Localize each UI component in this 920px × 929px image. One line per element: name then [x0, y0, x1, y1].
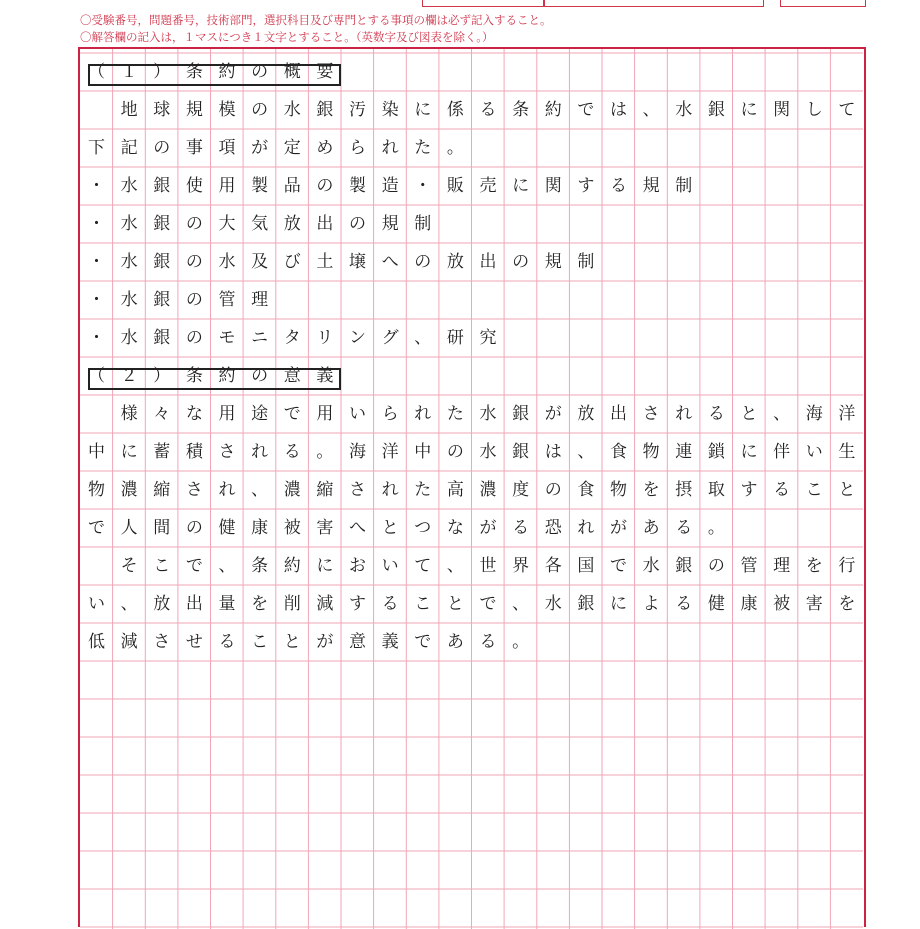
answer-char: 義 — [381, 632, 399, 652]
answer-char: 被 — [773, 594, 791, 614]
header-box-1 — [422, 0, 544, 7]
answer-char: 造 — [381, 176, 399, 196]
answer-char: 々 — [153, 404, 171, 424]
answer-char: 制 — [675, 176, 693, 196]
answer-char: 海 — [805, 404, 823, 424]
answer-char: 染 — [381, 100, 399, 120]
answer-char: こ — [414, 594, 432, 614]
answer-char: ら — [381, 404, 399, 424]
answer-char: 。 — [707, 518, 725, 538]
answer-char: お — [349, 556, 366, 576]
answer-char: 物 — [88, 480, 105, 500]
answer-char: 銀 — [153, 214, 171, 234]
answer-char: の — [349, 214, 366, 234]
header-box-2 — [544, 0, 764, 7]
answer-char: 究 — [479, 328, 497, 348]
answer-char: 制 — [414, 214, 432, 234]
answer-char: 銀 — [153, 328, 171, 348]
answer-sheet — [78, 47, 866, 927]
answer-char: れ — [381, 138, 399, 158]
answer-char: 害 — [805, 594, 823, 614]
answer-char: 、 — [414, 328, 432, 348]
answer-char: の — [544, 480, 562, 500]
answer-char: 定 — [283, 138, 301, 158]
answer-char: あ — [446, 632, 464, 652]
answer-char: 規 — [381, 214, 399, 234]
answer-char: 水 — [544, 594, 562, 614]
answer-char: を — [838, 594, 856, 614]
answer-char: 模 — [218, 100, 236, 120]
answer-char: 販 — [446, 176, 464, 196]
answer-char: い — [88, 594, 105, 614]
answer-char: 規 — [544, 252, 562, 272]
answer-char: 約 — [544, 100, 562, 120]
answer-char: る — [218, 632, 236, 652]
answer-char: に — [414, 100, 432, 120]
answer-char: の — [512, 252, 530, 272]
answer-char: る — [675, 594, 693, 614]
answer-char: 約 — [218, 62, 236, 82]
answer-char: の — [185, 328, 203, 348]
answer-char: る — [479, 632, 497, 652]
answer-char: の — [185, 518, 203, 538]
answer-char: 水 — [120, 252, 138, 272]
answer-char: 用 — [218, 176, 236, 196]
answer-char: 減 — [120, 632, 138, 652]
answer-char: 管 — [740, 556, 758, 576]
answer-char: い — [349, 404, 366, 424]
answer-char: ・ — [414, 176, 432, 196]
answer-char: で — [185, 556, 203, 576]
answer-char: そ — [120, 556, 138, 576]
answer-char: に — [740, 442, 758, 462]
answer-char: 低 — [88, 632, 105, 652]
answer-char: 水 — [642, 556, 660, 576]
answer-char: で — [610, 556, 627, 576]
answer-char: が — [610, 518, 627, 538]
answer-char: タ — [283, 328, 301, 348]
answer-char: れ — [381, 480, 399, 500]
answer-char: 約 — [218, 366, 236, 386]
answer-char: 康 — [251, 518, 269, 538]
answer-char: ら — [349, 138, 366, 158]
answer-char: い — [381, 556, 399, 576]
answer-char: を — [251, 594, 269, 614]
answer-char: 管 — [218, 290, 236, 310]
answer-char: こ — [805, 480, 823, 500]
answer-char: 、 — [577, 442, 595, 462]
answer-char: さ — [349, 480, 366, 500]
answer-char: ・ — [88, 214, 105, 234]
answer-char: 放 — [446, 252, 464, 272]
answer-char: 用 — [316, 404, 334, 424]
answer-char: ２ — [120, 366, 138, 386]
answer-char: 、 — [120, 594, 138, 614]
answer-char: は — [544, 442, 562, 462]
answer-char: 途 — [251, 404, 269, 424]
answer-char: 恐 — [544, 518, 562, 538]
answer-char: 中 — [88, 442, 105, 462]
answer-char: が — [544, 404, 562, 424]
answer-char: 削 — [283, 594, 301, 614]
answer-char: 水 — [283, 100, 301, 120]
answer-char: の — [251, 100, 269, 120]
header-box-3 — [780, 0, 866, 7]
answer-char: モ — [218, 328, 236, 348]
answer-char: ン — [349, 328, 366, 348]
answer-char: 中 — [414, 442, 432, 462]
answer-char: 気 — [251, 214, 269, 234]
answer-char: 蓄 — [153, 442, 171, 462]
answer-char: の — [251, 62, 269, 82]
answer-char: 積 — [185, 442, 203, 462]
answer-char: 伴 — [773, 442, 791, 462]
answer-char: （ — [88, 366, 105, 386]
answer-char: で — [88, 518, 105, 538]
answer-char: 意 — [283, 366, 301, 386]
answer-char: 世 — [479, 556, 497, 576]
answer-char: を — [805, 556, 823, 576]
answer-char: 、 — [251, 480, 269, 500]
answer-char: 理 — [251, 290, 269, 310]
answer-char: 品 — [283, 176, 301, 196]
answer-char: と — [838, 480, 856, 500]
answer-char: の — [316, 176, 334, 196]
answer-char: 害 — [316, 518, 334, 538]
section-heading-box — [88, 64, 341, 86]
answer-char: 洋 — [381, 442, 399, 462]
answer-char: 地 — [120, 100, 138, 120]
answer-char: で — [479, 594, 497, 614]
answer-char: さ — [218, 442, 236, 462]
answer-char: で — [283, 404, 301, 424]
answer-char: る — [512, 518, 530, 538]
answer-char: に — [512, 176, 530, 196]
answer-char: は — [610, 100, 627, 120]
answer-char: 銀 — [577, 594, 595, 614]
answer-char: 、 — [446, 556, 464, 576]
answer-char: る — [381, 594, 399, 614]
answer-char: 水 — [120, 176, 138, 196]
answer-char: ・ — [88, 176, 105, 196]
answer-char: 研 — [446, 328, 464, 348]
answer-char: 意 — [349, 632, 366, 652]
answer-char: 出 — [185, 594, 203, 614]
answer-char: 間 — [153, 518, 171, 538]
answer-char: 。 — [446, 138, 464, 158]
answer-char: 水 — [479, 442, 497, 462]
answer-char: の — [707, 556, 725, 576]
header-boxes — [0, 0, 920, 10]
answer-char: 関 — [773, 100, 791, 120]
answer-char: ・ — [88, 290, 105, 310]
answer-char: が — [316, 632, 334, 652]
answer-char: 概 — [283, 62, 301, 82]
answer-char: 康 — [740, 594, 758, 614]
answer-char: 要 — [316, 62, 334, 82]
answer-char: 摂 — [675, 480, 693, 500]
answer-char: 濃 — [283, 480, 301, 500]
answer-char: す — [740, 480, 758, 500]
answer-char: 縮 — [153, 480, 171, 500]
answer-char: 事 — [185, 138, 203, 158]
answer-char: 様 — [120, 404, 138, 424]
answer-char: 理 — [773, 556, 791, 576]
answer-char: 水 — [120, 290, 138, 310]
answer-char: 大 — [218, 214, 236, 234]
answer-char: と — [740, 404, 758, 424]
answer-char: さ — [153, 632, 171, 652]
answer-char: 条 — [185, 366, 203, 386]
answer-char: 濃 — [479, 480, 497, 500]
answer-char: こ — [153, 556, 171, 576]
answer-char: 鎖 — [707, 442, 725, 462]
answer-char: を — [642, 480, 660, 500]
answer-char: 各 — [544, 556, 562, 576]
answer-char: 、 — [512, 594, 530, 614]
answer-char: 放 — [153, 594, 171, 614]
answer-char: 銀 — [675, 556, 693, 576]
answer-char: 汚 — [349, 100, 366, 120]
section-heading-box — [88, 368, 341, 390]
instructions — [80, 12, 860, 46]
answer-char: （ — [88, 62, 105, 82]
answer-char: に — [120, 442, 138, 462]
answer-char: る — [283, 442, 301, 462]
answer-char: に — [740, 100, 758, 120]
answer-char: 高 — [446, 480, 464, 500]
answer-char: 出 — [479, 252, 497, 272]
answer-char: た — [414, 138, 432, 158]
answer-char: 条 — [512, 100, 530, 120]
answer-char: 人 — [120, 518, 138, 538]
instruction-line-2: 〇解答欄の記入は，１マスにつき１文字とすること。（英数字及び図表を除く。） — [80, 30, 494, 44]
answer-char: れ — [675, 404, 693, 424]
answer-char: す — [577, 176, 595, 196]
answer-char: 製 — [349, 176, 366, 196]
answer-char: 物 — [642, 442, 660, 462]
answer-char: 濃 — [120, 480, 138, 500]
answer-char: と — [446, 594, 464, 614]
answer-char: 使 — [185, 176, 203, 196]
answer-char: の — [251, 366, 269, 386]
answer-char: 水 — [120, 328, 138, 348]
answer-char: の — [185, 214, 203, 234]
answer-char: せ — [185, 632, 203, 652]
answer-char: に — [316, 556, 334, 576]
answer-char: 連 — [675, 442, 693, 462]
answer-char: と — [283, 632, 301, 652]
answer-char: ・ — [88, 328, 105, 348]
answer-char: １ — [120, 62, 138, 82]
answer-char: 球 — [153, 100, 171, 120]
answer-char: 条 — [185, 62, 203, 82]
answer-char: 界 — [512, 556, 530, 576]
answer-char: 水 — [479, 404, 497, 424]
answer-char: 、 — [642, 100, 660, 120]
answer-char: な — [446, 518, 464, 538]
answer-char: 物 — [610, 480, 627, 500]
answer-char: 海 — [349, 442, 366, 462]
answer-char: 関 — [544, 176, 562, 196]
answer-char: ） — [153, 62, 171, 82]
answer-char: れ — [251, 442, 269, 462]
answer-char: 記 — [120, 138, 138, 158]
answer-char: 土 — [316, 252, 334, 272]
answer-char: 。 — [512, 632, 530, 652]
answer-char: 放 — [283, 214, 301, 234]
answer-char: 水 — [120, 214, 138, 234]
answer-char: る — [610, 176, 627, 196]
answer-char: し — [805, 100, 823, 120]
answer-char: で — [577, 100, 595, 120]
answer-char: 義 — [316, 366, 334, 386]
answer-char: へ — [349, 518, 366, 538]
answer-char: 銀 — [153, 176, 171, 196]
answer-char: の — [185, 252, 203, 272]
answer-char: よ — [642, 594, 660, 614]
answer-char: 銀 — [512, 442, 530, 462]
answer-char: 用 — [218, 404, 236, 424]
answer-char: な — [185, 404, 203, 424]
answer-char: 制 — [577, 252, 595, 272]
answer-char: 度 — [512, 480, 530, 500]
answer-char: て — [838, 100, 856, 120]
answer-char: 規 — [185, 100, 203, 120]
answer-char: 健 — [218, 518, 236, 538]
answer-char: 及 — [251, 252, 269, 272]
answer-char: 被 — [283, 518, 301, 538]
answer-char: 出 — [610, 404, 627, 424]
answer-char: 洋 — [838, 404, 856, 424]
answer-char: 水 — [675, 100, 693, 120]
answer-char: 出 — [316, 214, 334, 234]
answer-char: 条 — [251, 556, 269, 576]
instruction-line-1: 〇受験番号，問題番号，技術部門，選択科目及び専門とする事項の欄は必ず記入すること。 — [80, 13, 552, 27]
answer-char: び — [283, 252, 301, 272]
answer-char: れ — [577, 518, 595, 538]
answer-char: れ — [414, 404, 432, 424]
answer-char: る — [479, 100, 497, 120]
answer-char: 売 — [479, 176, 497, 196]
answer-char: 規 — [642, 176, 660, 196]
answer-char: 銀 — [153, 252, 171, 272]
answer-char: 、 — [218, 556, 236, 576]
answer-char: 約 — [283, 556, 301, 576]
answer-char: の — [185, 290, 203, 310]
answer-char: 行 — [838, 556, 856, 576]
answer-char: へ — [381, 252, 399, 272]
answer-char: さ — [185, 480, 203, 500]
answer-char: あ — [642, 518, 660, 538]
answer-char: 銀 — [153, 290, 171, 310]
answer-char: 量 — [218, 594, 236, 614]
answer-char: ニ — [251, 328, 269, 348]
answer-char: 縮 — [316, 480, 334, 500]
answer-char: い — [805, 442, 823, 462]
answer-char: め — [316, 138, 334, 158]
answer-char: 生 — [838, 442, 856, 462]
answer-char: で — [414, 632, 432, 652]
answer-char: 銀 — [316, 100, 334, 120]
answer-char: 項 — [218, 138, 236, 158]
answer-char: す — [349, 594, 366, 614]
answer-char: 銀 — [707, 100, 725, 120]
answer-char: 。 — [316, 442, 334, 462]
answer-char: グ — [381, 328, 399, 348]
answer-char: 取 — [707, 480, 725, 500]
answer-char: て — [414, 556, 432, 576]
answer-char: に — [610, 594, 627, 614]
answer-char: の — [153, 138, 171, 158]
answer-char: 健 — [707, 594, 725, 614]
answer-char: が — [251, 138, 269, 158]
answer-char: こ — [251, 632, 269, 652]
answer-char: 銀 — [512, 404, 530, 424]
answer-char: 係 — [446, 100, 464, 120]
answer-char: さ — [642, 404, 660, 424]
answer-char: る — [773, 480, 791, 500]
answer-char: ・ — [88, 252, 105, 272]
answer-char: が — [479, 518, 497, 538]
answer-char: 減 — [316, 594, 334, 614]
answer-char: 食 — [610, 442, 627, 462]
answer-char: 放 — [577, 404, 595, 424]
answer-char: れ — [218, 480, 236, 500]
answer-char: る — [675, 518, 693, 538]
answer-char: 下 — [88, 138, 105, 158]
answer-char: 食 — [577, 480, 595, 500]
answer-char: 壌 — [349, 252, 366, 272]
answer-char: つ — [414, 518, 432, 538]
answer-char: ） — [153, 366, 171, 386]
answer-char: の — [414, 252, 432, 272]
answer-char: る — [707, 404, 725, 424]
answer-char: 国 — [577, 556, 595, 576]
answer-char: リ — [316, 328, 334, 348]
answer-char: の — [446, 442, 464, 462]
answer-char: 、 — [773, 404, 791, 424]
answer-char: た — [446, 404, 464, 424]
answer-char: 製 — [251, 176, 269, 196]
answer-char: と — [381, 518, 399, 538]
answer-char: た — [414, 480, 432, 500]
answer-char: 水 — [218, 252, 236, 272]
